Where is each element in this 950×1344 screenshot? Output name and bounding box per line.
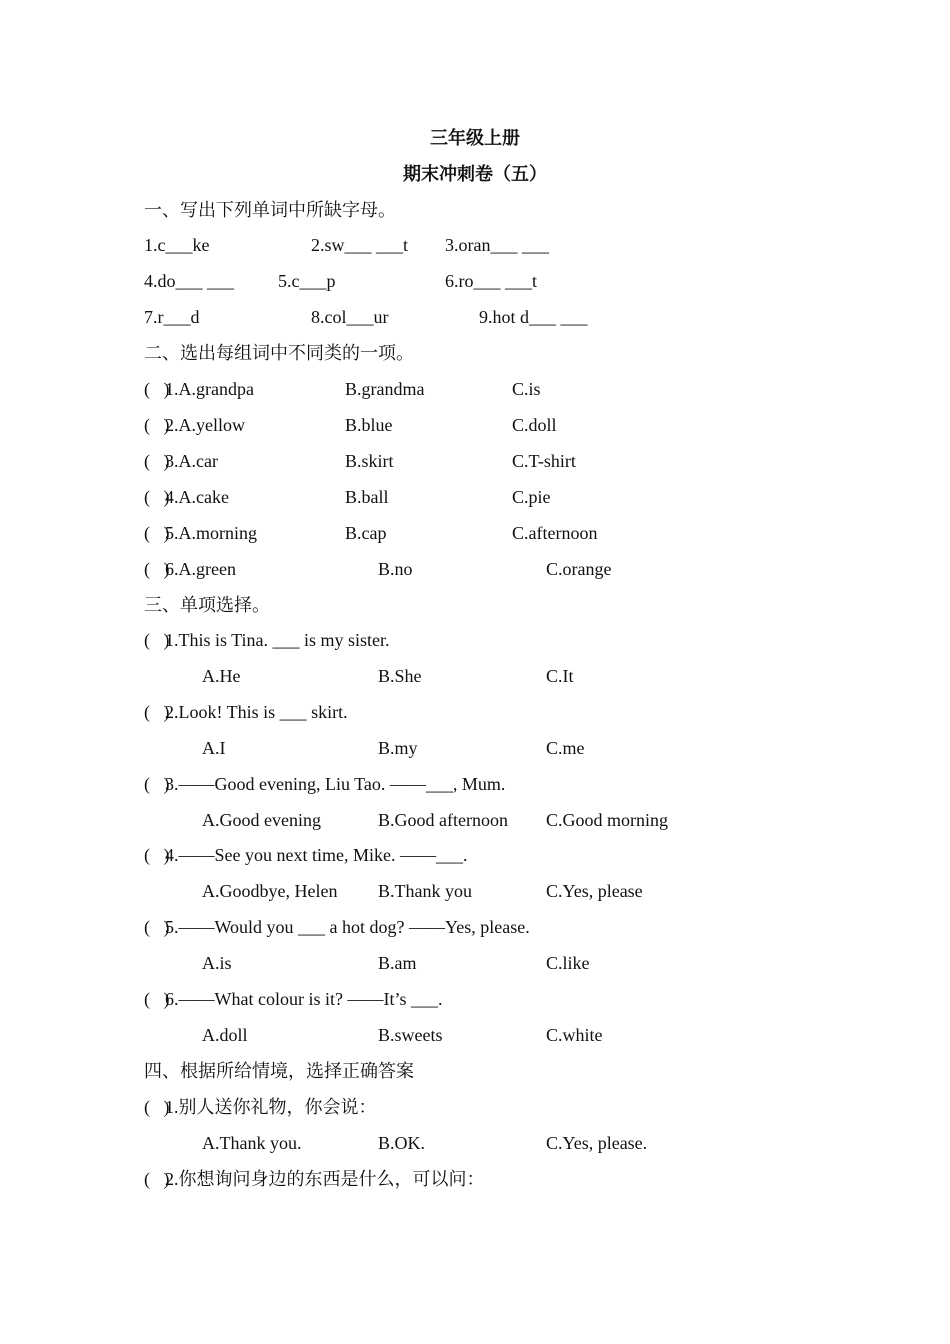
option-b: B.Good afternoon — [378, 810, 508, 830]
option-a: 6.A.green — [165, 559, 236, 579]
option-a: 1.A.grandpa — [165, 379, 254, 399]
fill-item: 7.r___d — [144, 307, 200, 327]
answer-blank[interactable]: ( ) — [144, 917, 170, 937]
question-text: 4.——See you next time, Mike. ——___. — [165, 845, 468, 865]
option-a: 5.A.morning — [165, 523, 257, 543]
option-b: B.grandma — [345, 379, 425, 399]
option-b: B.cap — [345, 523, 387, 543]
page-subtitle: 期末冲刺卷（五） — [403, 164, 547, 184]
option-a: 3.A.car — [165, 451, 218, 471]
fill-item: 3.oran___ ___ — [445, 235, 549, 255]
question-text: 2.你想询问身边的东西是什么，可以问： — [165, 1169, 485, 1189]
option-b: B.no — [378, 559, 413, 579]
answer-blank[interactable]: ( ) — [144, 1169, 170, 1189]
option-c: C.afternoon — [512, 523, 598, 543]
question-text: 5.——Would you ___ a hot dog? ——Yes, please. — [165, 917, 530, 937]
section2-heading: 二、选出每组词中不同类的一项。 — [144, 343, 414, 363]
option-a: A.is — [202, 953, 232, 973]
option-c: C.Good morning — [546, 810, 669, 830]
answer-blank[interactable]: ( ) — [144, 1097, 170, 1117]
option-c: C.pie — [512, 487, 551, 507]
option-c: C.T-shirt — [512, 451, 576, 471]
question-text: 2.Look! This is ___ skirt. — [165, 702, 348, 722]
section1-heading: 一、写出下列单词中所缺字母。 — [144, 200, 396, 220]
answer-blank[interactable]: ( ) — [144, 559, 170, 579]
option-a: A.Good evening — [202, 810, 321, 830]
answer-blank[interactable]: ( ) — [144, 702, 170, 722]
question-text: 1.别人送你礼物，你会说： — [165, 1097, 377, 1117]
option-b: B.my — [378, 738, 418, 758]
fill-item: 6.ro___ ___t — [445, 271, 537, 291]
option-b: B.ball — [345, 487, 389, 507]
option-b: B.sweets — [378, 1025, 443, 1045]
answer-blank[interactable]: ( ) — [144, 989, 170, 1009]
answer-blank[interactable]: ( ) — [144, 451, 170, 471]
option-b: B.OK. — [378, 1133, 426, 1153]
option-a: A.I — [202, 738, 226, 758]
answer-blank[interactable]: ( ) — [144, 415, 170, 435]
option-b: B.blue — [345, 415, 393, 435]
option-a: A.doll — [202, 1025, 248, 1045]
fill-item: 8.col___ur — [311, 307, 389, 327]
section4-heading: 四、根据所给情境，选择正确答案 — [144, 1061, 414, 1081]
option-c: C.doll — [512, 415, 557, 435]
option-b: B.Thank you — [378, 881, 472, 901]
option-a: 4.A.cake — [165, 487, 229, 507]
question-text: 1.This is Tina. ___ is my sister. — [165, 630, 390, 650]
fill-item: 1.c___ke — [144, 235, 210, 255]
option-c: C.is — [512, 379, 541, 399]
option-a: A.He — [202, 666, 241, 686]
option-b: B.skirt — [345, 451, 394, 471]
option-a: 2.A.yellow — [165, 415, 245, 435]
option-c: C.white — [546, 1025, 603, 1045]
option-c: C.like — [546, 953, 590, 973]
answer-blank[interactable]: ( ) — [144, 487, 170, 507]
answer-blank[interactable]: ( ) — [144, 379, 170, 399]
option-c: C.Yes, please. — [546, 1133, 648, 1153]
option-a: A.Thank you. — [202, 1133, 302, 1153]
answer-blank[interactable]: ( ) — [144, 845, 170, 865]
page-title: 三年级上册 — [430, 128, 520, 148]
fill-item: 5.c___p — [278, 271, 336, 291]
option-b: B.am — [378, 953, 417, 973]
fill-item: 2.sw___ ___t — [311, 235, 409, 255]
question-text: 6.——What colour is it? ——It’s ___. — [165, 989, 443, 1009]
option-c: C.It — [546, 666, 574, 686]
section3-heading: 三、单项选择。 — [144, 595, 270, 615]
option-c: C.me — [546, 738, 585, 758]
option-c: C.Yes, please — [546, 881, 643, 901]
fill-item: 4.do___ ___ — [144, 271, 234, 291]
answer-blank[interactable]: ( ) — [144, 523, 170, 543]
option-b: B.She — [378, 666, 422, 686]
question-text: 3.——Good evening, Liu Tao. ——___, Mum. — [165, 774, 506, 794]
option-c: C.orange — [546, 559, 612, 579]
answer-blank[interactable]: ( ) — [144, 630, 170, 650]
answer-blank[interactable]: ( ) — [144, 774, 170, 794]
fill-item: 9.hot d___ ___ — [479, 307, 588, 327]
option-a: A.Goodbye, Helen — [202, 881, 338, 901]
